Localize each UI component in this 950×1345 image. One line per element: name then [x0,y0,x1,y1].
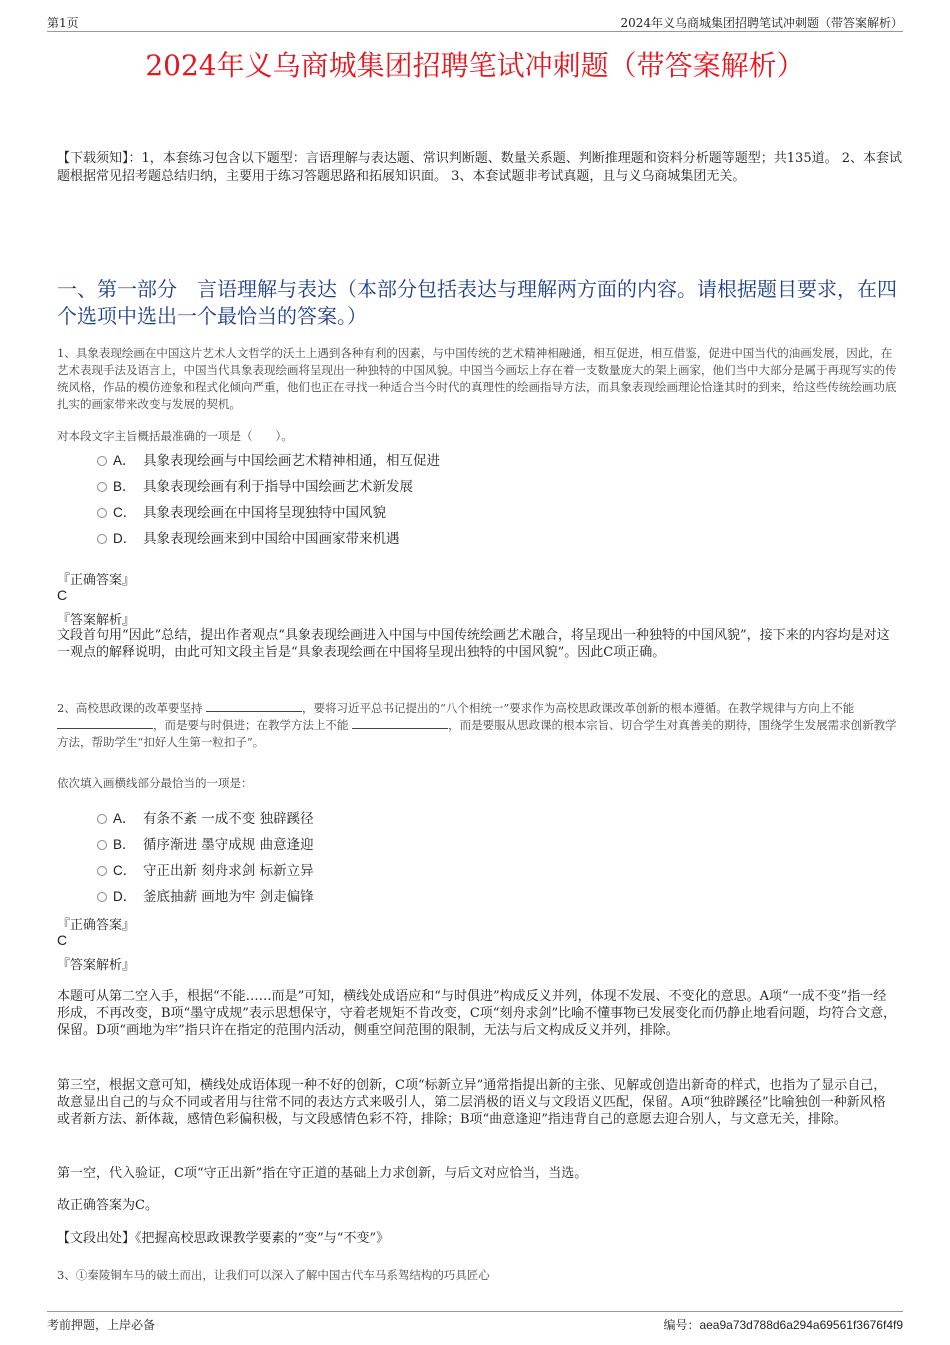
page-number: 第1页 [47,16,79,30]
blank-3 [352,718,448,729]
section-heading: 一、第一部分 言语理解与表达（本部分包括表达与理解两方面的内容。请根据题目要求，在四个选项中选出一个最恰当的答案。） [57,277,897,328]
answer-label: 『正确答案』 [57,573,136,588]
option-d[interactable]: D． 具象表现绘画来到中国给中国画家带来机遇 [97,524,440,550]
footer-slogan: 考前押题，上岸必备 [47,1318,156,1332]
question-2-prompt: 依次填入画横线部分最恰当的一项是： [57,776,253,790]
download-notice: 【下载须知】：1，本套练习包含以下题型：言语理解与表达题、常识判断题、数量关系题、判断推理题和资料分析题等题型；共135道。 2、本套试题根据常见招考题总结归纳，主要用于练习答题思路和拓展知识面。 3、本套试题非考试真题，且与义乌商城集团无关。 [57,151,902,184]
option-d[interactable]: D． 釜底抽薪 画地为牢 剑走偏锋 [97,882,314,908]
page-title: 2024年义乌商城集团招聘笔试冲刺题（带答案解析） [145,49,805,82]
radio-icon[interactable] [97,482,107,492]
radio-icon[interactable] [97,866,107,876]
question-1-prompt: 对本段文字主旨概括最准确的一项是（ ）。 [57,429,293,443]
analysis-label: 『答案解析』 [57,958,136,973]
question-2-options [97,804,314,908]
radio-icon[interactable] [97,456,107,466]
question-2-stem: 2、高校思政课的改革要坚持 ，要将习近平总书记提出的“八个相统一”要求作为高校思政课改革创新的根本遵循。在教学规律与方向上不能 ，而是要与时俱进；在教学方法上不能 ，而是要服从思政课的根本宗旨、切合学生对真善美的期待，围绕学生发展需求创新教学方法，帮助学生“扣好人生第一粒扣子”。 [57,701,897,749]
blank-1 [206,701,302,712]
answer-label: 『正确答案』 [57,918,136,933]
analysis-label: 『答案解析』 [57,613,136,628]
question-1-analysis: 文段首句用“因此”总结，提出作者观点“具象表现绘画进入中国与中国传统绘画艺术融合，将呈现出一种独特的中国风貌”，接下来的内容均是对这一观点的解释说明，由此可知文段主旨是“具象表现绘画在中国将呈现出独特的中国风貌”。因此C项正确。 [57,628,890,660]
option-b[interactable]: B． 具象表现绘画有利于指导中国绘画艺术新发展 [97,472,440,498]
radio-icon[interactable] [97,814,107,824]
text-source: 【文段出处】《把握高校思政课教学要素的“变”与“不变”》 [57,1231,390,1246]
answer-value: C [57,587,68,603]
radio-icon[interactable] [97,892,107,902]
radio-icon[interactable] [97,508,107,518]
option-a[interactable]: A． 有条不紊 一成不变 独辟蹊径 [97,804,314,830]
option-c[interactable]: C． 守正出新 刻舟求剑 标新立异 [97,856,314,882]
radio-icon[interactable] [97,534,107,544]
radio-icon[interactable] [97,840,107,850]
question-3-stem: 3、①秦陵铜车马的破土而出，让我们可以深入了解中国古代车马系驾结构的巧具匠心 [57,1268,490,1282]
option-b[interactable]: B． 循序渐进 墨守成规 曲意逢迎 [97,830,314,856]
header-doc-title: 2024年义乌商城集团招聘笔试冲刺题（带答案解析） [620,16,903,30]
analysis-paragraph-4: 故正确答案为C。 [57,1198,158,1213]
answer-value: C [57,932,68,948]
page-footer [47,1311,903,1333]
page-header [47,10,903,32]
analysis-paragraph-3: 第一空，代入验证，C项“守正出新”指在守正道的基础上力求创新，与后文对应恰当，当选。 [57,1166,588,1181]
option-a[interactable]: A． 具象表现绘画与中国绘画艺术精神相通，相互促进 [97,446,440,472]
analysis-paragraph-2: 第三空，根据文意可知，横线处成语体现一种不好的创新，C项“标新立异”通常指提出新的主张、见解或创造出新奇的样式，也指为了显示自己，故意显出自己的与众不同或者用与往常不同的表达方式来吸引人，第二层消极的语义与文段语义匹配，保留。A项“独辟蹊径”比喻独创一种新风格或者新方法、新体裁，感情色彩偏积极，与文段感情色彩不符，排除；B项“曲意逢迎”指违背自己的意愿去迎合别人，与文意无关，排除。 [57,1078,887,1127]
option-c[interactable]: C． 具象表现绘画在中国将呈现独特中国风貌 [97,498,440,524]
question-1-options [97,446,440,550]
blank-2 [57,718,153,729]
question-1-stem: 1、具象表现绘画在中国这片艺术人文哲学的沃土上遇到各种有利的因素，与中国传统的艺术精神相融通，相互促进，相互借鉴，促进中国当代的油画发展，因此，在艺术表现手法及语言上，中国当代具象表现绘画将呈现出一种独特的中国风貌。中国当今画坛上存在着一支数量庞大的架上画家，他们当中大部分是属于再现写实的传统风格，作品的模仿迹象和程式化倾向严重，他们也正在寻找一种适合当今时代的真理性的绘画指导方法，而具象表现绘画理论恰逢其时的到来，给这些传统绘画功底扎实的画家带来改变与发展的契机。 [57,346,897,411]
analysis-paragraph-1: 本题可从第二空入手，根据“不能……而是”可知，横线处成语应和“与时俱进”构成反义并列，体现不发展、不变化的意思。A项“一成不变”指一经形成，不再改变，B项“墨守成规”表示思想保守，守着老规矩不肯改变，C项“刻舟求剑”比喻不懂事物已发展变化而仍静止地看问题，均符合文意，保留。D项“画地为牢”指只许在指定的范围内活动，侧重空间范围的限制，无法与后文构成反义并列，排除。 [57,989,897,1038]
footer-code: 编号：aea9a73d788d6a294a69561f3676f4f9 [663,1318,903,1332]
